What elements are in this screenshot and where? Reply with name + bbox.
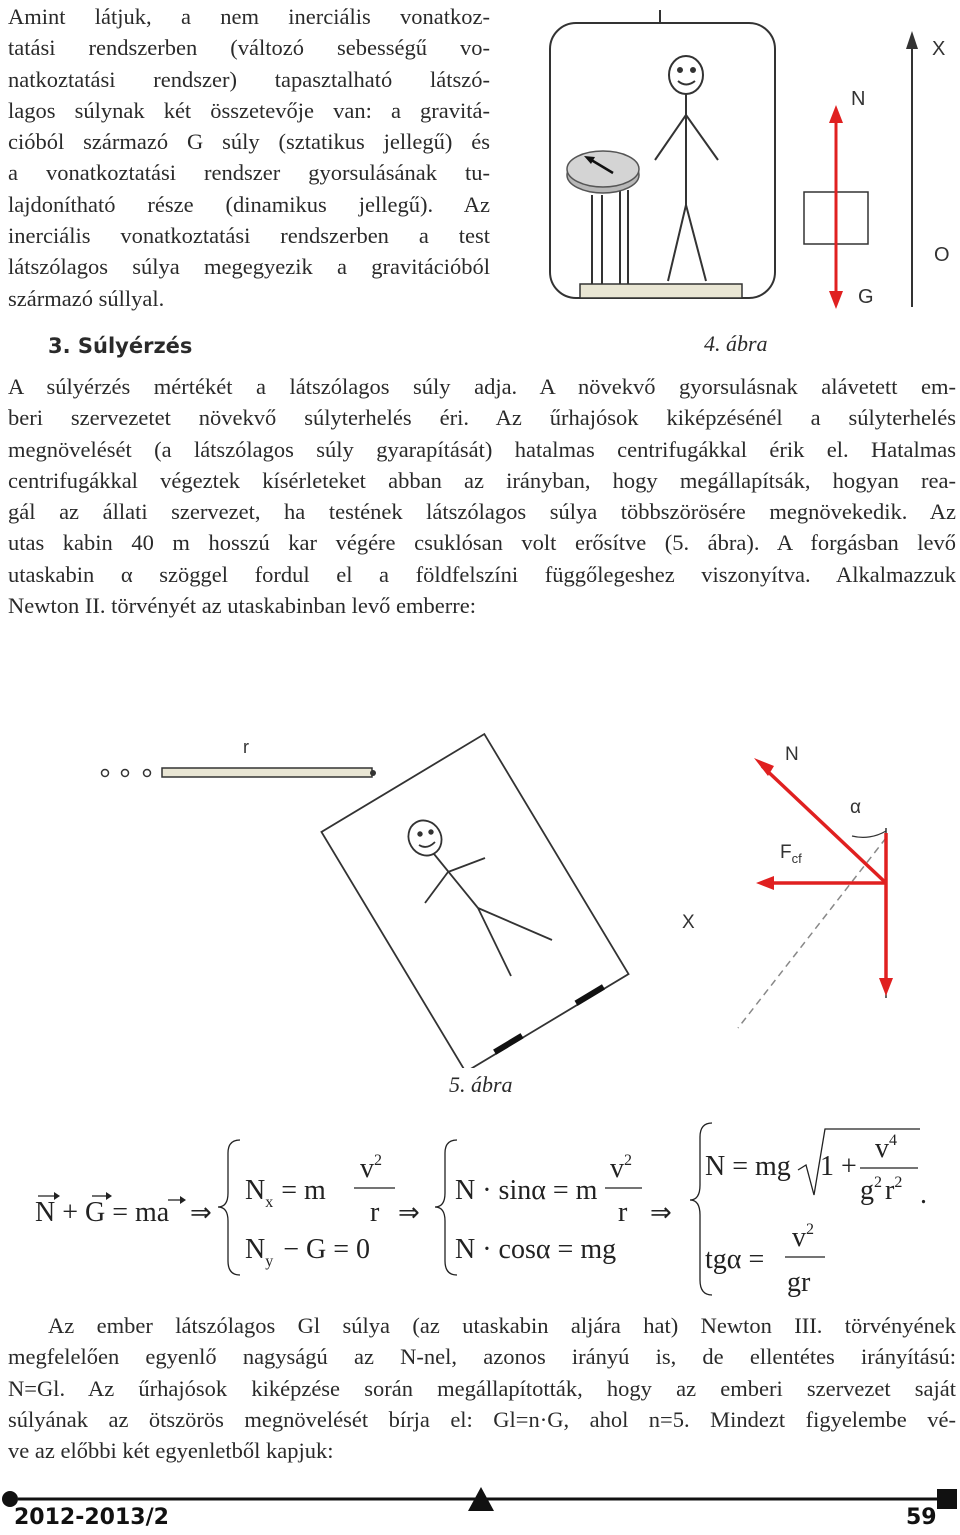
intro-line: származó súllyal. xyxy=(8,285,165,311)
eq1-num: v xyxy=(360,1153,374,1184)
intro-line: lagos súlynak két összetevője van: a gravitá- xyxy=(8,97,490,123)
eq3-one: 1 + xyxy=(820,1151,857,1182)
closing-paragraph xyxy=(8,1310,956,1466)
figure-4 xyxy=(540,5,960,315)
eq3-den3: gr xyxy=(787,1267,811,1298)
fig5-x-label: X xyxy=(682,912,695,933)
eq3-den: g xyxy=(860,1175,874,1206)
closing-line: ve az előbbi két egyenletből kapjuk: xyxy=(8,1438,334,1464)
body-line: megnövelését (a látszólagos súly gyarapítását) hatalmas centrifugákkal érik el. Hatalmas xyxy=(8,436,956,462)
fig5-r-label: r xyxy=(243,737,249,757)
intro-line: lajdonítható része (dinamikus jellegű). Az xyxy=(8,191,490,217)
footer-issue: 2012-2013/2 xyxy=(14,1505,169,1530)
intro-line: látszólagos súlya megegyezik a gravitációból xyxy=(8,254,490,280)
body-line: centrifugákkal végeztek kísérleteket abban az irányban, hogy megállapítsák, hogyan rea- xyxy=(8,467,956,493)
eq3-num: v xyxy=(875,1133,889,1164)
stick-figure-icon xyxy=(655,56,718,281)
fig5-fcf-label: $F_{cf}$ xyxy=(780,842,802,866)
figure-5-caption: 5. ábra xyxy=(449,1072,513,1097)
footer-page-number: 59 xyxy=(906,1505,937,1530)
svg-text:Ny− G = 0: $N_y - G = 0$ xyxy=(245,1234,371,1270)
svg-text:Nx= m: $N_x = m$ xyxy=(245,1175,326,1211)
svg-text:v2: $v^2$ xyxy=(360,1152,382,1184)
intro-line: natkoztatási rendszer) tapasztalható látszó- xyxy=(8,66,490,92)
body-line: gál az állati szervezet, ha testének látszólagos súlya többszörösére megnövekedik. Az xyxy=(8,499,956,525)
intro-line: a vonatkoztatási rendszer gyorsulásának tu- xyxy=(8,160,490,186)
intro-line: cióból származó G súly (sztatikus jellegű) és xyxy=(8,129,490,155)
eq-lhs: N + G = ma xyxy=(35,1197,170,1228)
eq2-bottom: N · cosα = mg xyxy=(455,1234,617,1265)
eq-implies-1: ⇒ xyxy=(190,1198,212,1227)
eq1-bottom: N xyxy=(245,1234,266,1265)
fig4-g-label: G xyxy=(858,286,874,308)
eq1-top: N xyxy=(245,1175,266,1206)
eq3-bottom: tgα = xyxy=(705,1244,765,1275)
closing-line: N=Gl. Az űrhajósok kiképzése során megállapították, hogy az emberi szervezet saját xyxy=(8,1375,956,1401)
eq2-den: r xyxy=(618,1197,628,1228)
closing-line: Az ember látszólagos Gl súlya (az utaskabin aljára hat) Newton III. törvényének xyxy=(48,1313,956,1338)
svg-text:v2: $v^2$ xyxy=(792,1221,814,1253)
eq-implies-3: ⇒ xyxy=(650,1198,672,1227)
svg-text:.: . xyxy=(920,1179,927,1210)
eq2-top: N · sinα = m xyxy=(455,1175,598,1206)
intro-line: inerciális vonatkoztatási rendszerben a test xyxy=(8,223,490,249)
intro-paragraph xyxy=(8,1,490,314)
body-line: beri szervezetet növekvő súlyterhelés éri. Az űrhajósok kiképzésénél a súlyterhelés xyxy=(8,405,956,431)
body-paragraph xyxy=(8,371,956,621)
fig4-n-label: N xyxy=(851,88,866,110)
figure-5 xyxy=(80,728,920,1068)
closing-line: súlyának az ötszörös megnövelését bírja el: Gl=n·G, ahol n=5. Mindezt figyelembe vé- xyxy=(8,1406,956,1432)
fig4-o-label: O xyxy=(934,244,950,266)
fig5-n-label: N xyxy=(785,744,799,765)
section-heading: 3. Súlyérzés xyxy=(48,334,193,358)
equations xyxy=(30,1115,930,1305)
body-line: A súlyérzés mértékét a látszólagos súly adja. A növekvő gyorsulásnak alávetett em- xyxy=(8,374,956,399)
eq1-den: r xyxy=(370,1197,380,1228)
fig4-x-label: X xyxy=(932,38,946,60)
body-line: Newton II. törvényét az utaskabinban levő emberre: xyxy=(8,593,476,619)
eq-implies-2: ⇒ xyxy=(398,1198,420,1227)
cabin-stick-figure-icon xyxy=(402,814,552,976)
eq3-num2: v xyxy=(792,1222,806,1253)
fig5-alpha-label: α xyxy=(850,797,861,818)
svg-text:v2: $v^2$ xyxy=(610,1152,632,1184)
intro-line: tatási rendszerben (változó sebességű vo- xyxy=(8,35,490,61)
svg-text:v4: $v^4$ xyxy=(875,1132,897,1164)
eq3-top: N = mg xyxy=(705,1151,791,1182)
eq2-num: v xyxy=(610,1153,624,1184)
figure-4-caption: 4. ábra xyxy=(704,331,768,356)
body-line: utaskabin α szöggel fordul el a földfelszíni függőlegeshez viszonyítva. Alkalmazzuk xyxy=(8,561,956,587)
intro-line: Amint látjuk, a nem inerciális vonatkoz- xyxy=(8,4,490,29)
footer-square-icon xyxy=(937,1489,957,1509)
svg-text:g2r2: $g^2$ $r^2$ xyxy=(860,1174,903,1206)
closing-line: megfelelően egyenlő nagyságú az N-nel, azonos irányú is, de ellentétes irányítású: xyxy=(8,1344,956,1370)
body-line: utas kabin 40 m hosszú kar végére csuklósan volt erősítve (5. ábra). A forgásban levő xyxy=(8,530,956,556)
